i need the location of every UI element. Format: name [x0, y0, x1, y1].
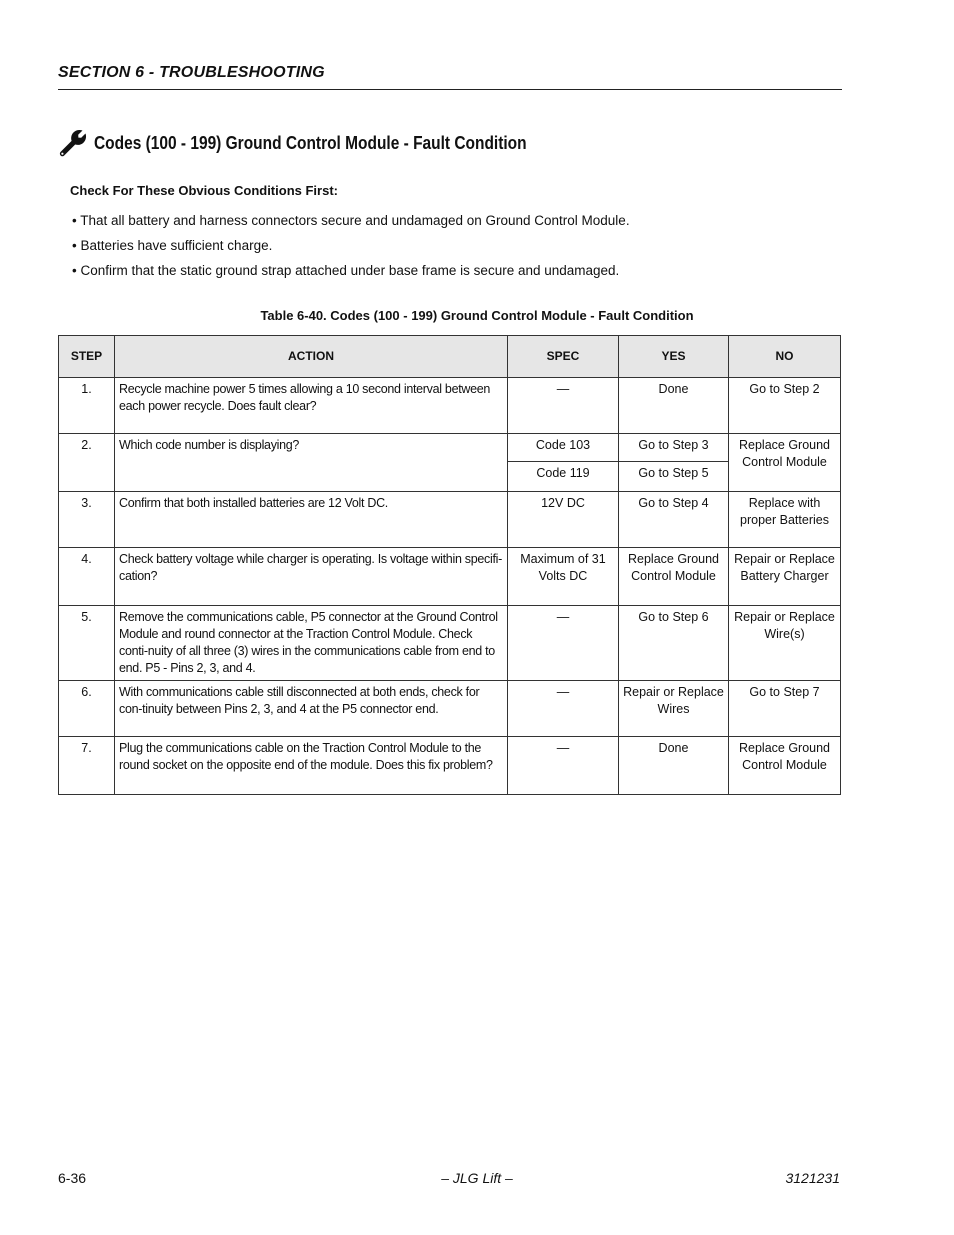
action-cell: Remove the communications cable, P5 connector at the Ground Control Module and round connector at the Traction Control Module. Check conti-nuity of all three (3) wires in the communications cable from end to end. P5 - Pins 2, 3, and 4. — [115, 606, 508, 681]
table-row — [59, 378, 841, 434]
list-item: • Confirm that the static ground strap attached under base frame is secure and undamaged. — [72, 263, 620, 278]
action-cell: Check battery voltage while charger is operating. Is voltage within specifi-cation? — [115, 548, 508, 606]
yes-cell: Done — [619, 737, 729, 795]
action-cell: With communications cable still disconnected at both ends, check for con-tinuity between Pins 2, 3, and 4 at the P5 connector end. — [115, 681, 508, 737]
table-row — [59, 434, 841, 462]
step-cell: 7. — [59, 737, 115, 795]
table-row — [59, 548, 841, 606]
header-no: NO — [729, 336, 841, 378]
spec-cell: — — [508, 681, 619, 737]
spec-cell: 12V DC — [508, 492, 619, 548]
table-row — [59, 681, 841, 737]
table-caption: Table 6-40. Codes (100 - 199) Ground Control Module - Fault Condition — [260, 308, 694, 323]
fault-table — [58, 335, 841, 795]
step-cell: 6. — [59, 681, 115, 737]
footer-brand: – JLG Lift – — [441, 1170, 513, 1186]
no-cell: Replace Ground Control Module — [729, 737, 841, 795]
section-header — [58, 64, 842, 90]
action-cell: Recycle machine power 5 times allowing a 10 second interval between each power recycle. Does fault clear? — [115, 378, 508, 434]
yes-cell: Done — [619, 378, 729, 434]
page-number: 6-36 — [58, 1170, 87, 1186]
no-cell: Go to Step 7 — [729, 681, 841, 737]
table-header-row — [59, 336, 841, 378]
header-step: STEP — [59, 336, 115, 378]
no-cell: Replace Ground Control Module — [729, 434, 841, 492]
header-yes: YES — [619, 336, 729, 378]
no-cell: Repair or Replace Wire(s) — [729, 606, 841, 681]
yes-cell: Go to Step 5 — [619, 462, 729, 492]
section-title: SECTION 6 - TROUBLESHOOTING — [58, 64, 325, 81]
page-title: Codes (100 - 199) Ground Control Module - Fault Condition — [94, 132, 527, 153]
spec-cell: Code 119 — [508, 462, 619, 492]
list-item: • That all battery and harness connectors secure and undamaged on Ground Control Module. — [72, 213, 630, 228]
conditions-list — [72, 208, 630, 283]
page-title-row — [58, 128, 597, 158]
wrench-icon — [58, 128, 88, 158]
action-cell: Plug the communications cable on the Traction Control Module to the round socket on the opposite end of the module. Does this fix problem? — [115, 737, 508, 795]
action-cell: Confirm that both installed batteries are 12 Volt DC. — [115, 492, 508, 548]
table-row — [59, 606, 841, 681]
spec-cell: — — [508, 378, 619, 434]
document-number: 3121231 — [785, 1170, 840, 1186]
step-cell: 1. — [59, 378, 115, 434]
spec-cell: — — [508, 737, 619, 795]
yes-cell: Go to Step 4 — [619, 492, 729, 548]
spec-cell: Code 103 — [508, 434, 619, 462]
spec-cell: Maximum of 31 Volts DC — [508, 548, 619, 606]
yes-cell: Go to Step 3 — [619, 434, 729, 462]
no-cell: Replace with proper Batteries — [729, 492, 841, 548]
header-action: ACTION — [115, 336, 508, 378]
header-spec: SPEC — [508, 336, 619, 378]
step-cell: 5. — [59, 606, 115, 681]
no-cell: Repair or Replace Battery Charger — [729, 548, 841, 606]
step-cell: 4. — [59, 548, 115, 606]
yes-cell: Replace Ground Control Module — [619, 548, 729, 606]
yes-cell: Go to Step 6 — [619, 606, 729, 681]
action-cell: Which code number is displaying? — [115, 434, 508, 492]
check-heading: Check For These Obvious Conditions First: — [70, 183, 338, 198]
list-item: • Batteries have sufficient charge. — [72, 238, 273, 253]
yes-cell: Repair or Replace Wires — [619, 681, 729, 737]
step-cell: 3. — [59, 492, 115, 548]
table-row — [59, 737, 841, 795]
spec-cell: — — [508, 606, 619, 681]
step-cell: 2. — [59, 434, 115, 492]
table-row — [59, 492, 841, 548]
no-cell: Go to Step 2 — [729, 378, 841, 434]
